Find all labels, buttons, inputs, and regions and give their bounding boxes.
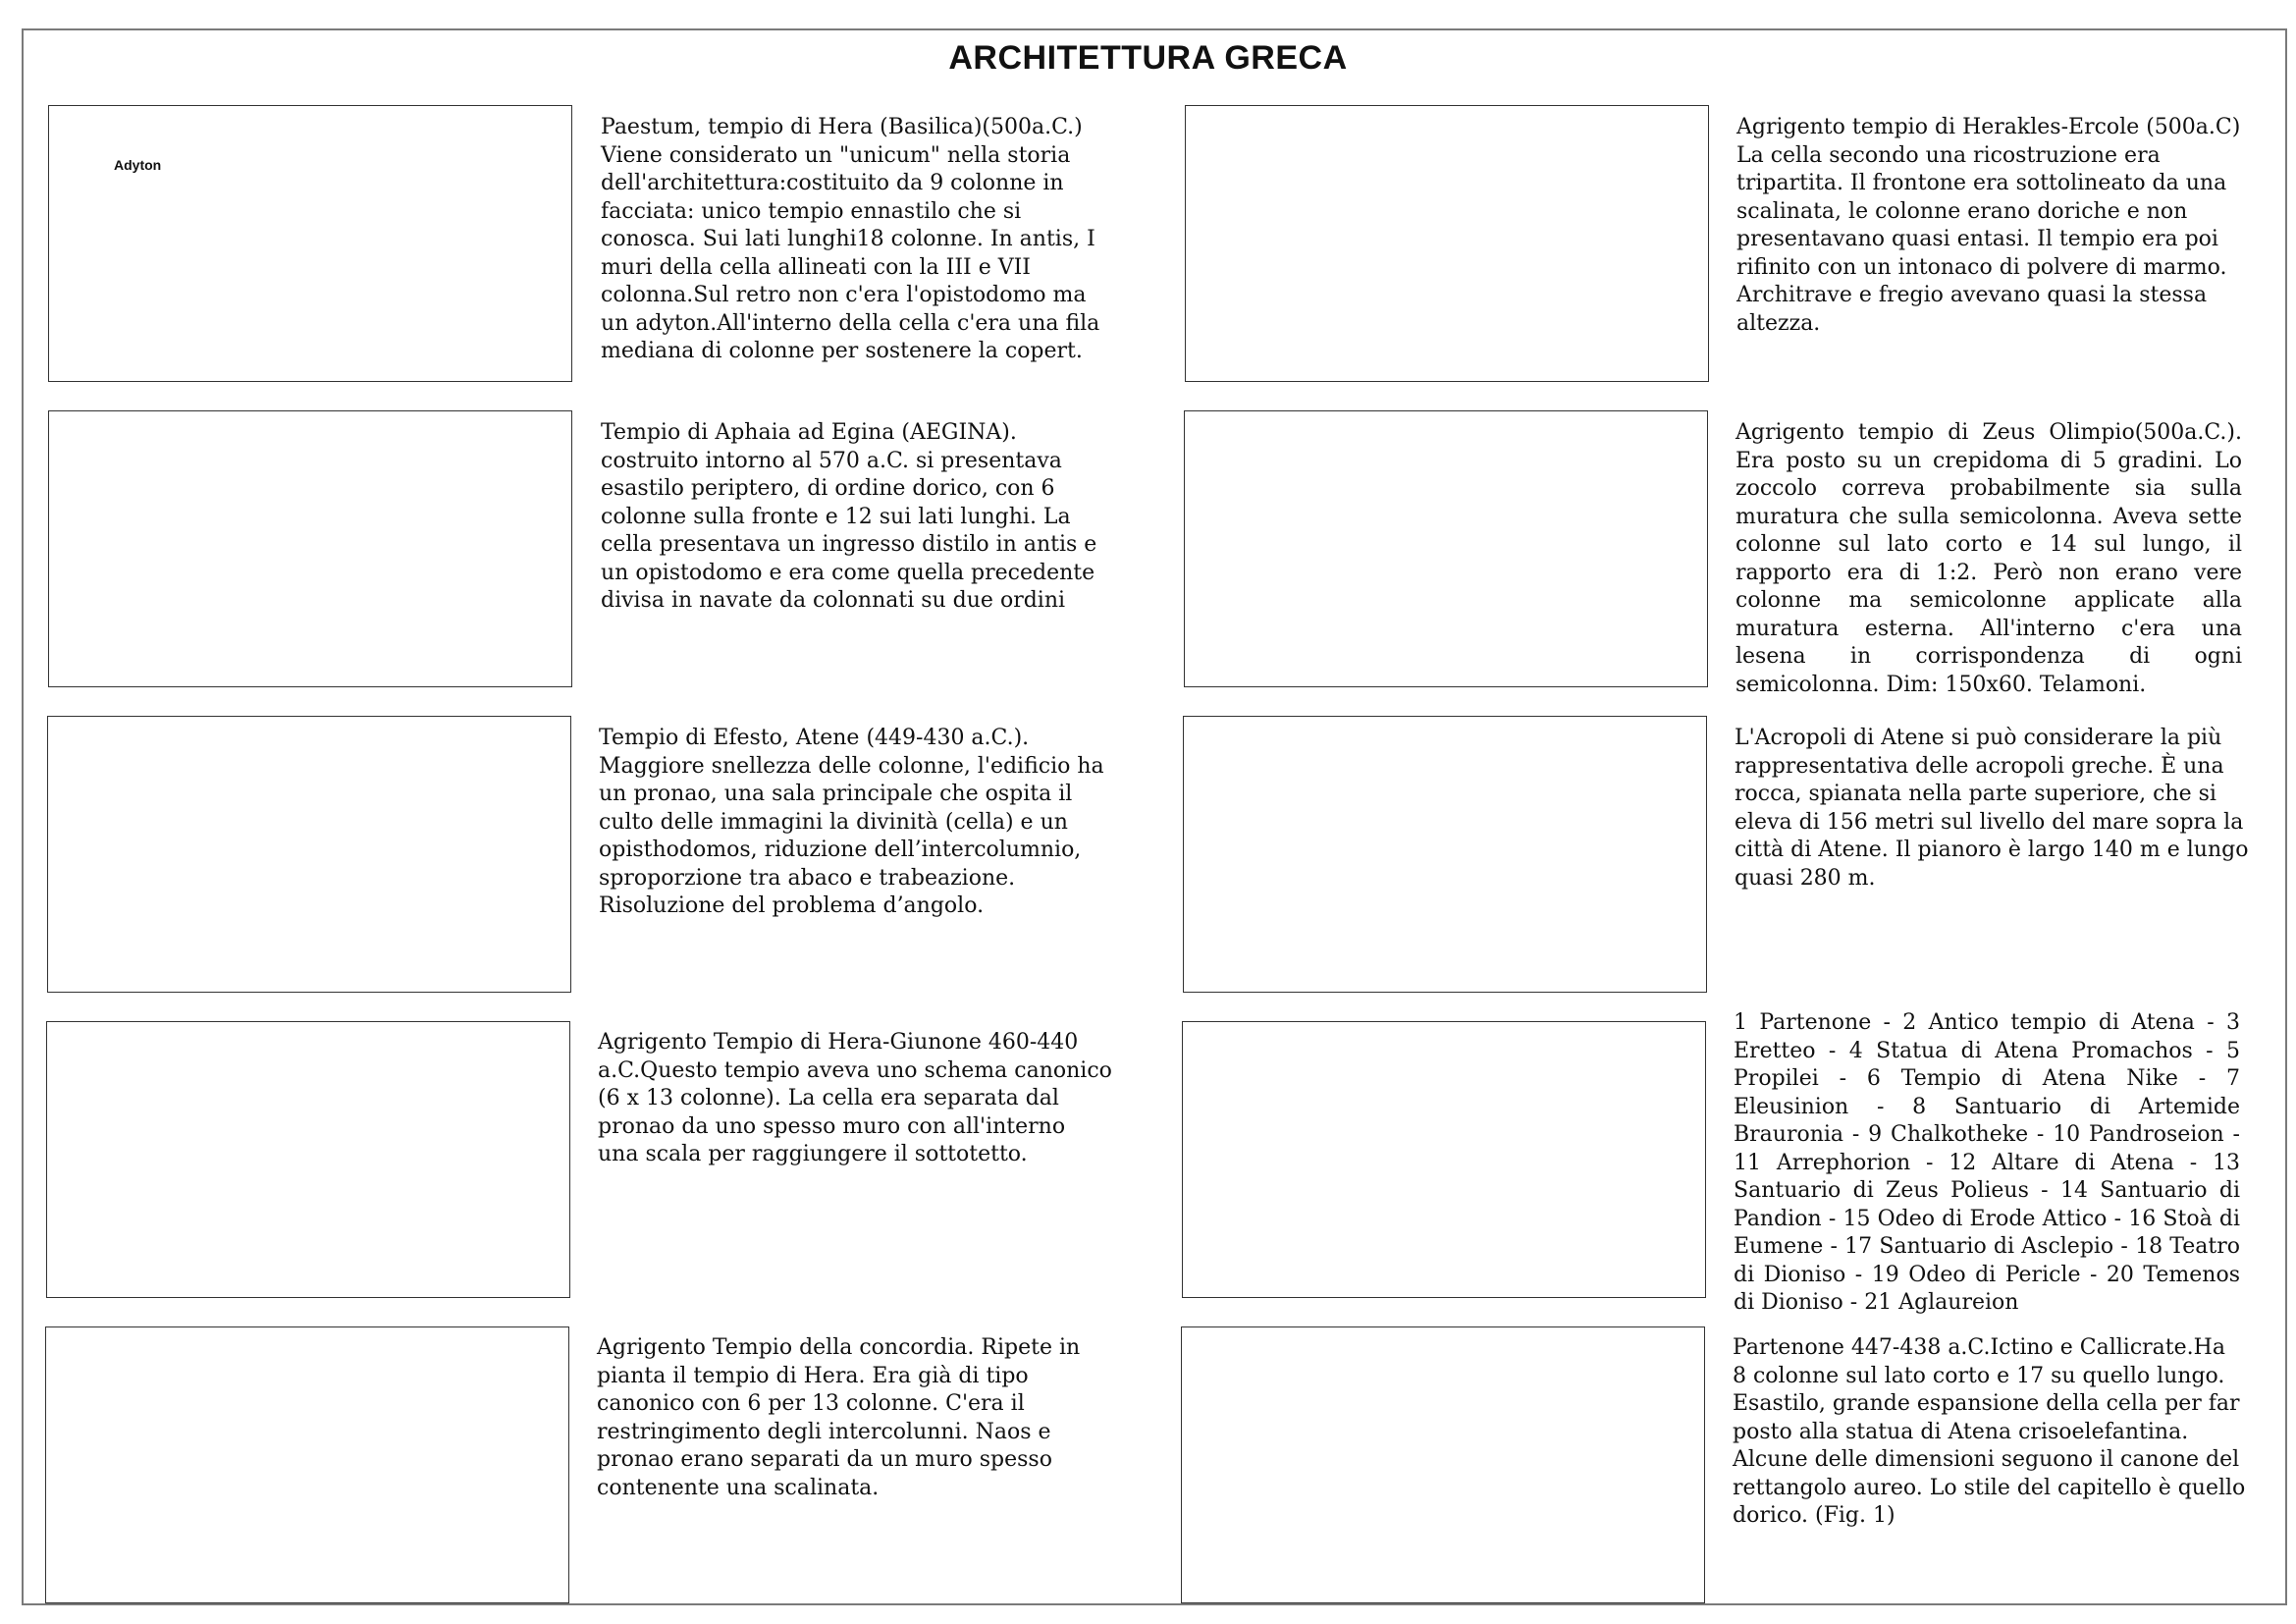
page-title: ARCHITETTURA GRECA [948, 39, 1348, 77]
figure-placeholder [1184, 410, 1708, 687]
figure-placeholder [45, 1326, 569, 1603]
entry-agrigento-hera: Agrigento Tempio di Hera-Giunone 460-440 a.C.Questo tempio aveva uno schema canonico (6 x 13 colonne). La cella era separata dal pronao da uno spesso muro con all'interno una scala per raggiungere il sottotetto. [598, 1030, 1112, 1166]
figure-placeholder [48, 105, 572, 382]
entry-agrigento-zeus: Agrigento tempio di Zeus Olimpio(500a.C.). Era posto su un crepidoma di 5 gradini. Lo zoccolo correva probabilmente sia sulla muratura che sulla semicolonna. Aveva sette colonne sul lato corto e 14 sul lungo, il rapporto era di 1:2. Però non erano vere colonne ma semicolonne applicate alla muratura esterna. All'interno c'era una lesena in corrispondenza di ogni semicolonna. Dim: 150x60. Telamoni. [1735, 420, 2242, 697]
entry-agrigento-concordia: Agrigento Tempio della concordia. Ripete in pianta il tempio di Hera. Era già di tipo canonico con 6 per 13 colonne. C'era il restringimento degli intercolunni. Naos e pronao erano separati da un muro spesso contenente una scalinata. [597, 1335, 1081, 1500]
entry-paestum-hera: Paestum, tempio di Hera (Basilica)(500a.C.) Viene considerato un "unicum" nella storia dell'architettura:costituito da 9 colonne in facciata: unico tempio ennastilo che si conosca. Sui lati lunghi18 colonne. In antis, I muri della cella allineati con la III e VII colonna.Sul retro non c'era l'opistodomo ma un adyton.All'interno della cella c'era una fila mediana di colonne per sostenere la copert. [601, 115, 1100, 363]
figure-placeholder [1181, 1326, 1705, 1603]
figure-placeholder [48, 410, 572, 687]
figure-placeholder [46, 1021, 570, 1298]
entry-aphaia-egina: Tempio di Aphaia ad Egina (AEGINA). costruito intorno al 570 a.C. si presentava esastilo periptero, di ordine dorico, con 6 colonne sulla fronte e 12 sui lati lunghi. La cella presentava un ingresso distilo in antis e un opistodomo e era come quella precedente divisa in navate da colonnati su due ordini [601, 420, 1097, 613]
entry-agrigento-herakles: Agrigento tempio di Herakles-Ercole (500a.C) La cella secondo una ricostruzione era tripartita. Il frontone era sottolineato da una scalinata, le colonne erano doriche e non presentavano quasi entasi. Il tempio era poi rifinito con un intonaco di polvere di marmo. Architrave e fregio avevano quasi la stessa altezza. [1736, 115, 2241, 336]
entry-acropoli-atene: L'Acropoli di Atene si può considerare la più rappresentativa delle acropoli greche. È una rocca, spianata nella parte superiore, che si eleva di 156 metri sul livello del mare sopra la città di Atene. Il pianoro è largo 140 m e lungo quasi 280 m. [1735, 726, 2249, 891]
figure-label: Adyton [114, 157, 162, 173]
entry-efesto-atene: Tempio di Efesto, Atene (449-430 a.C.). Maggiore snellezza delle colonne, l'edificio ha un pronao, una sala principale che ospita il culto delle immagini la divinità (cella) e un opisthodomos, riduzione dell’intercolumnio, sproporzione tra abaco e trabeazione. Risoluzione del problema d’angolo. [599, 726, 1104, 918]
figure-placeholder [47, 716, 571, 993]
figure-placeholder [1183, 716, 1707, 993]
figure-placeholder [1185, 105, 1709, 382]
entry-partenone: Partenone 447-438 a.C.Ictino e Callicrate.Ha 8 colonne sul lato corto e 17 su quello lungo. Esastilo, grande espansione della cella per far posto alla statua di Atena crisoelefantina. Alcune delle dimensioni seguono il canone del rettangolo aureo. Lo stile del capitello è quello dorico. (Fig. 1) [1733, 1335, 2246, 1528]
entry-acropoli-legend: 1 Partenone - 2 Antico tempio di Atena - 3 Eretteo - 4 Statua di Atena Promachos - 5 Propilei - 6 Tempio di Atena Nike - 7 Eleusinion - 8 Santuario di Artemide Brauronia - 9 Chalkotheke - 10 Pandroseion - 11 Arrephorion - 12 Altare di Atena - 13 Santuario di Zeus Polieus - 14 Santuario di Pandion - 15 Odeo di Erode Attico - 16 Stoà di Eumene - 17 Santuario di Asclepio - 18 Teatro di Dioniso - 19 Odeo di Pericle - 20 Temenos di Dioniso - 21 Aglaureion [1734, 1010, 2240, 1315]
figure-placeholder [1182, 1021, 1706, 1298]
